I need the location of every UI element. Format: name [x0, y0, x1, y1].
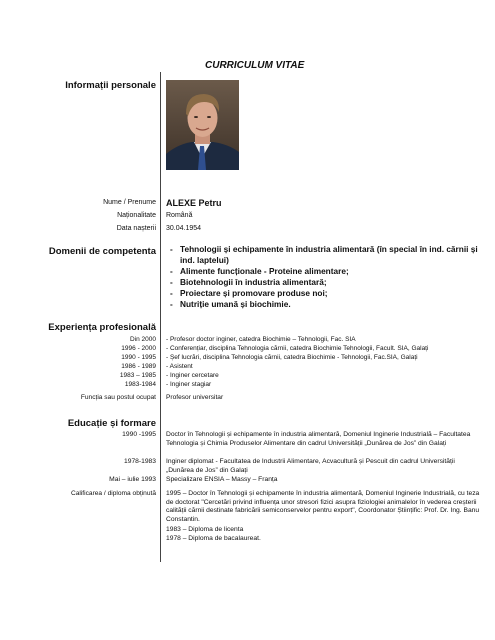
position-value: Profesor universitar	[166, 394, 224, 401]
profile-photo	[166, 80, 239, 170]
list-item: - Nutriție umană și biochimie.	[170, 299, 485, 310]
experience-period: 1990 - 1995	[121, 354, 156, 361]
birthdate-value: 30.04.1954	[166, 225, 202, 232]
experience-text: - Asistent	[166, 363, 193, 370]
experience-text: - Inginer stagiar	[166, 381, 212, 388]
section-competence: Domenii de competenta	[48, 246, 156, 257]
column-divider	[160, 72, 161, 562]
competence-item: Nutriție umană și biochimie.	[180, 299, 291, 309]
education-text: Inginer diplomat - Facultatea de Industrii Alimentare, Acvacultură și Pescuit din cadrul Universității „Dunărea de Jos” din Galați	[166, 458, 455, 474]
education-period: 1990 -1995	[122, 431, 156, 438]
list-item: - Alimente funcționale - Proteine alimentare;	[170, 266, 485, 277]
birthdate-label: Data nașterii	[116, 225, 156, 232]
diploma-label: Calificarea / diploma obținută	[70, 490, 156, 497]
experience-period: Din 2000	[129, 336, 156, 343]
page-title: CURRICULUM VITAE	[205, 60, 305, 71]
experience-text: - Șef lucrări, disciplina Tehnologia cărnii, catedra Biochimie - Tehnologii, Fac.SIA, Galați	[166, 354, 418, 361]
education-text: Doctor în Tehnologii și echipamente în industria alimentară, Domeniul Inginerie Industrială – Facultatea Tehnologia și Chimia Produselor Alimentare din cadrul Universității „Dunărea de Jos” din Galați	[166, 431, 471, 447]
name-value: ALEXE Petru	[166, 198, 222, 208]
position-label: Funcția sau postul ocupat	[80, 394, 156, 401]
education-period: Mai – iulie 1993	[109, 476, 156, 483]
list-item: - Proiectare și promovare produse noi;	[170, 288, 485, 299]
section-personal-info: Informații personale	[65, 80, 156, 91]
list-item: - Tehnologii și echipamente în industria alimentară (în special în ind. cărnii și ind. laptelui)	[170, 244, 485, 266]
experience-period: 1986 - 1989	[121, 363, 156, 370]
competence-item: Proiectare și promovare produse noi;	[180, 288, 328, 298]
list-item: - Biotehnologii în industria alimentară;	[170, 277, 485, 288]
section-experience: Experiența profesională	[48, 322, 156, 333]
nationality-label: Naționalitate	[117, 212, 156, 219]
section-education: Educație și formare	[67, 418, 156, 429]
nationality-value: Română	[166, 212, 193, 219]
experience-period: 1996 - 2000	[121, 345, 156, 352]
experience-text: - Profesor doctor inginer, catedra Biochimie – Tehnologii, Fac. SIA	[166, 336, 356, 343]
diploma-text: 1995 – Doctor în Tehnologii și echipamente în industria alimentară, Domeniul Inginerie Industrială, cu teza de doctorat "Cercetări privind influența unor stresori fizici asupra fiziologiei animalelor în vederea creșterii calității cărnii destinate fabricării semiconservelor pentru export", Coordonator Științific: Prof. Dr. Ing. Banu Constantin.	[166, 490, 480, 523]
experience-period: 1983 – 1985	[119, 372, 156, 379]
experience-text: - Conferențiar, disciplina Tehnologia cărnii, catedra Biochimie Tehnologii, Facult. SIA, Galați	[166, 345, 429, 352]
education-period: 1978-1983	[124, 458, 156, 465]
competence-item: Biotehnologii în industria alimentară;	[180, 277, 327, 287]
diploma-line: 1983 – Diploma de licenta	[166, 526, 244, 533]
education-text: Specializare ENSIA – Massy – Franța	[166, 476, 278, 483]
competence-item: Alimente funcționale - Proteine alimentare;	[180, 266, 349, 276]
name-label: Nume / Prenume	[103, 199, 156, 206]
diploma-line: 1978 – Diploma de bacalaureat.	[166, 535, 261, 542]
experience-text: - Inginer cercetare	[166, 372, 219, 379]
experience-period: 1983-1984	[124, 381, 156, 388]
competence-item: Tehnologii și echipamente în industria alimentară (în special în ind. cărnii și ind. laptelui)	[180, 244, 478, 265]
